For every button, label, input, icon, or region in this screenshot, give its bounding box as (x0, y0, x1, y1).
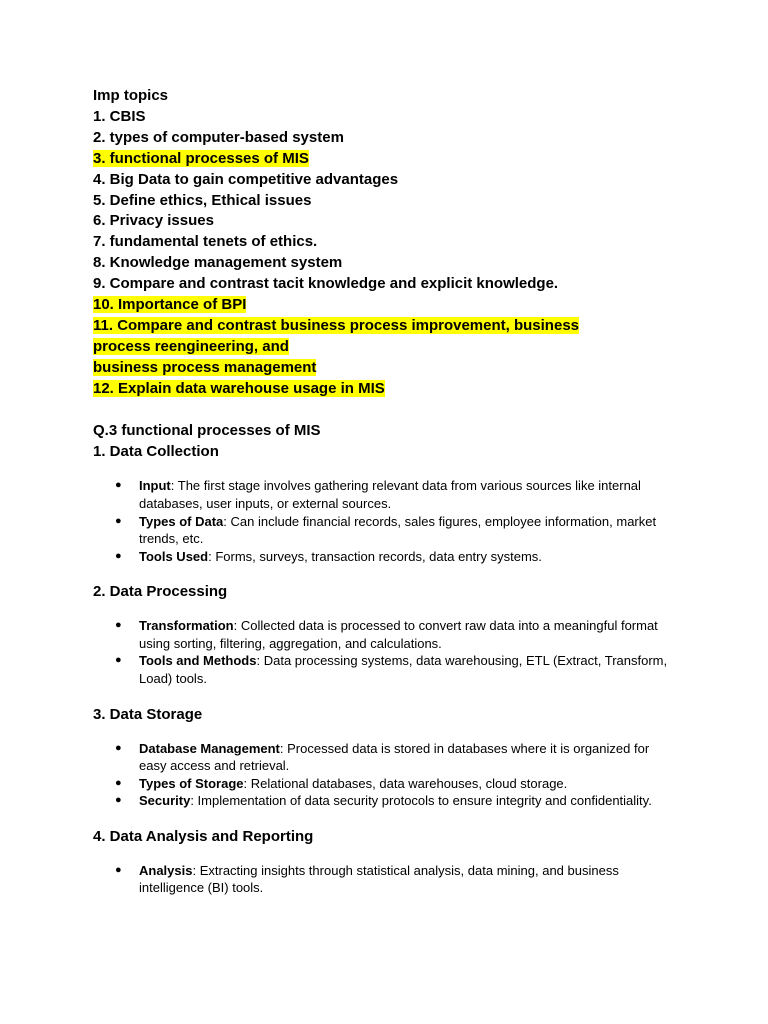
bullet-icon: ● (115, 619, 122, 632)
highlighted-text: 11. Compare and contrast business process improvement, business (93, 316, 579, 334)
highlighted-text: 10. Importance of BPI (93, 296, 247, 314)
topics-title: Imp topics (93, 87, 169, 104)
bullet-icon: ● (115, 794, 122, 807)
topic-item: 7. fundamental tenets of ethics. (93, 233, 318, 251)
section-heading-data-collection: 1. Data Collection (93, 442, 219, 460)
topic-item: 5. Define ethics, Ethical issues (93, 191, 312, 209)
topic-item (93, 337, 673, 358)
document-page (93, 86, 673, 897)
bullet-icon: ● (115, 654, 122, 667)
bullet-list (93, 740, 673, 810)
bullet-icon: ● (115, 514, 122, 527)
topic-item (93, 316, 673, 337)
list-item: ● Types of Storage: Relational databases, data warehouses, cloud storage. (115, 775, 568, 791)
section-heading-data-processing: 2. Data Processing (93, 583, 228, 601)
bullet-icon: ● (115, 479, 122, 492)
bullet-list (93, 862, 673, 897)
bullet-icon: ● (115, 741, 122, 754)
list-item: ● Types of Data: Can include financial records, sales figures, employee information, market trends, etc. (115, 513, 657, 547)
topic-item (93, 358, 673, 379)
topic-item: 2. types of computer-based system (93, 128, 344, 146)
section-heading-data-analysis-reporting: 4. Data Analysis and Reporting (93, 827, 314, 845)
topic-item: 4. Big Data to gain competitive advantages (93, 170, 399, 188)
section-heading-data-storage: 3. Data Storage (93, 705, 203, 723)
highlighted-text: process reengineering, and (93, 337, 289, 355)
topic-item: 6. Privacy issues (93, 212, 214, 230)
list-item: ● Tools Used: Forms, surveys, transaction records, data entry systems. (115, 548, 542, 564)
list-item: ● Transformation: Collected data is processed to convert raw data into a meaningful format using sorting, filtering, aggregation, and calculations. (115, 618, 658, 651)
list-item: ● Input: The first stage involves gathering relevant data from various sources like internal databases, user inputs, or external sources. (115, 478, 641, 511)
list-item: ● Security: Implementation of data security protocols to ensure integrity and confidentiality. (115, 793, 652, 809)
topic-item: 8. Knowledge management system (93, 254, 343, 272)
topic-item (93, 295, 673, 316)
list-item: ● Tools and Methods: Data processing systems, data warehousing, ETL (Extract, Transform, Load) tools. (115, 653, 668, 687)
highlighted-text: 12. Explain data warehouse usage in MIS (93, 379, 385, 397)
highlighted-text: business process management (93, 358, 317, 376)
bullet-icon: ● (115, 776, 122, 789)
topic-item (93, 149, 673, 170)
bullet-icon: ● (115, 549, 122, 562)
bullet-icon: ● (115, 863, 122, 876)
list-item: ● Analysis: Extracting insights through statistical analysis, data mining, and business intelligence (BI) tools. (115, 862, 619, 896)
important-topics-list (93, 86, 673, 400)
list-item: ● Database Management: Processed data is stored in databases where it is organized for easy access and retrieval. (115, 740, 650, 774)
question-heading: Q.3 functional processes of MIS (93, 421, 321, 439)
bullet-list (93, 617, 673, 687)
bullet-list (93, 477, 673, 565)
topic-item (93, 379, 673, 400)
topic-item: 9. Compare and contrast tacit knowledge and explicit knowledge. (93, 275, 559, 293)
highlighted-text: 3. functional processes of MIS (93, 149, 309, 167)
topic-item: 1. CBIS (93, 107, 146, 125)
